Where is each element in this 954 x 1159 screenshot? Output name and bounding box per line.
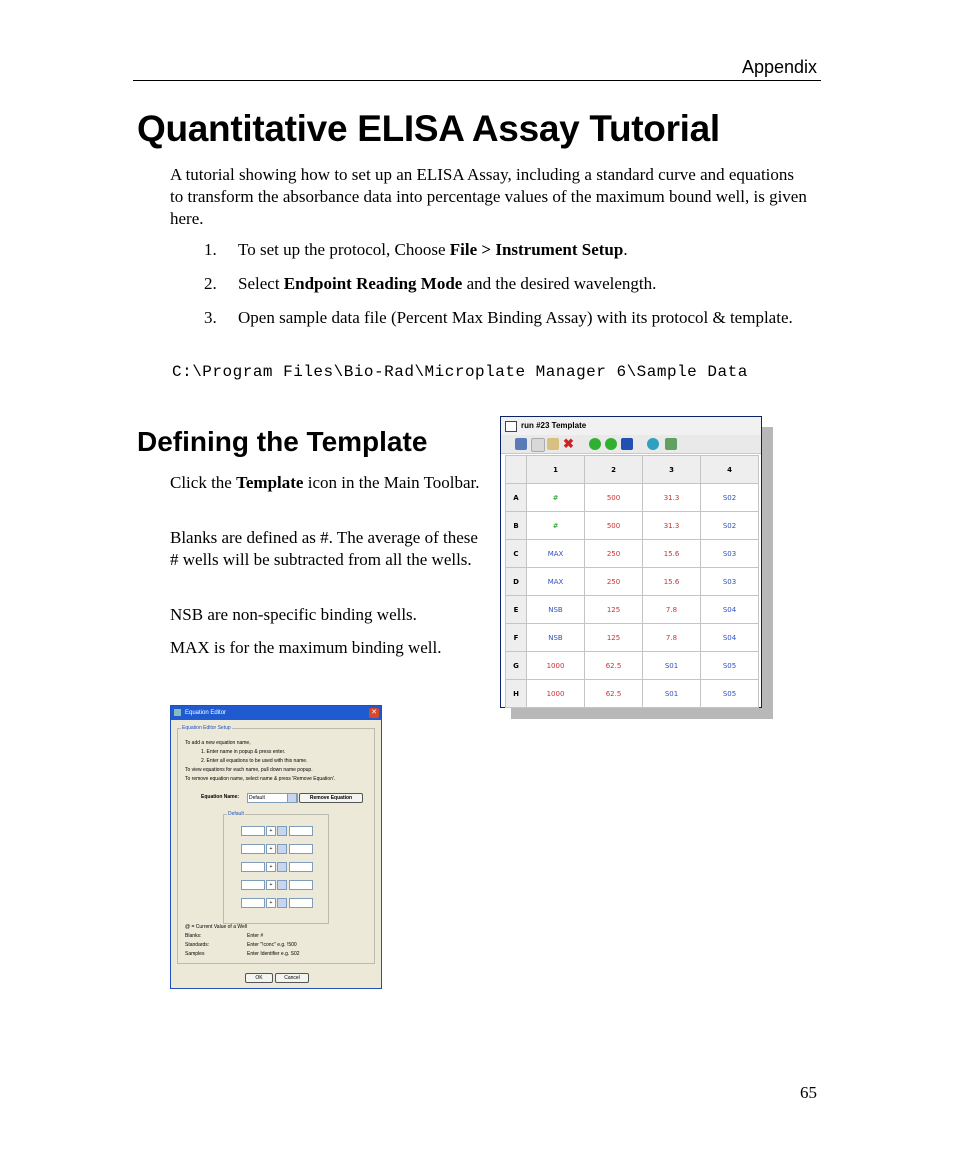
forward-arrow-icon[interactable] [605,438,617,450]
equation-editor-titlebar [171,706,381,720]
well-cell[interactable]: S02 [701,512,759,540]
step-text: To set up the protocol, Choose File > Instrument Setup. [238,240,628,259]
row-header[interactable]: F [506,624,527,652]
equation-left-input[interactable] [241,880,265,890]
grid-row [506,484,759,512]
copy-icon[interactable] [531,438,545,452]
intro-paragraph: A tutorial showing how to set up an ELISA Assay, including a standard curve and equations to transform the absorbance data into percentage values of the maximum bound well, is given here. [170,165,807,228]
template-toolbar [501,435,761,454]
instruction-line: 1. Enter name in popup & press enter. [201,749,286,755]
well-cell[interactable]: S01 [643,680,701,708]
step-number: 1. [204,240,217,259]
well-cell[interactable]: 62.5 [585,652,643,680]
equation-left-input[interactable] [241,862,265,872]
well-cell[interactable]: 500 [585,512,643,540]
operator-select[interactable]: + [266,862,276,872]
header-section: Appendix [741,57,817,77]
layout-icon[interactable] [665,438,677,450]
well-cell[interactable]: 15.6 [643,540,701,568]
row-header[interactable]: E [506,596,527,624]
chevron-down-icon[interactable] [287,793,297,803]
instruction-line: To view equations for each name, pull down name popup. [185,767,313,773]
well-cell[interactable]: 15.6 [643,568,701,596]
column-header[interactable]: 3 [643,456,701,484]
template-paragraph: Click the Template icon in the Main Toolbar. [170,473,480,492]
file-path: C:\Program Files\Bio-Rad\Microplate Manager 6\Sample Data [172,363,748,381]
dialog-title: Equation Editor [185,710,227,716]
operator-select[interactable]: + [266,898,276,908]
grid-icon [505,421,517,432]
grid-corner [506,456,527,484]
running-header [133,54,821,81]
legend-key: Standards: [185,942,210,948]
well-cell[interactable]: 125 [585,596,643,624]
grid-row [506,680,759,708]
well-cell[interactable]: # [527,484,585,512]
template-titlebar [501,417,761,435]
well-cell[interactable]: 31.3 [643,512,701,540]
chevron-down-icon[interactable] [277,898,287,908]
well-cell[interactable]: MAX [527,568,585,596]
remove-equation-button[interactable]: Remove Equation [299,793,363,803]
well-cell[interactable]: # [527,512,585,540]
well-cell[interactable]: 62.5 [585,680,643,708]
chevron-down-icon[interactable] [277,880,287,890]
well-cell[interactable]: S04 [701,624,759,652]
template-window [500,416,762,708]
equation-right-input[interactable] [289,826,313,836]
instruction-line: 2. Enter all equations to be used with this name. [201,758,308,764]
row-header[interactable]: G [506,652,527,680]
info-icon[interactable] [647,438,659,450]
chevron-down-icon[interactable] [277,826,287,836]
column-header[interactable]: 1 [527,456,585,484]
well-cell[interactable]: NSB [527,624,585,652]
well-cell[interactable]: 1000 [527,680,585,708]
well-cell[interactable]: MAX [527,540,585,568]
delete-icon[interactable]: ✖ [563,436,574,451]
operator-select[interactable]: + [266,844,276,854]
well-cell[interactable]: 7.8 [643,596,701,624]
operator-select[interactable]: + [266,826,276,836]
nsb-paragraph: NSB are non-specific binding wells. [170,605,417,624]
well-cell[interactable]: 500 [585,484,643,512]
step-number: 3. [204,308,217,327]
instruction-line: To add a new equation name, [185,740,251,746]
equation-name-input[interactable]: Default [247,793,298,803]
template-grid [505,455,759,708]
column-header[interactable]: 4 [701,456,759,484]
well-cell[interactable]: S01 [643,652,701,680]
row-header[interactable]: C [506,540,527,568]
row-header[interactable]: A [506,484,527,512]
legend-value: Enter # [247,933,264,939]
equation-right-input[interactable] [289,844,313,854]
cut-icon[interactable] [515,438,527,450]
well-cell[interactable]: S04 [701,596,759,624]
chevron-down-icon[interactable] [277,862,287,872]
equation-left-input[interactable] [241,826,265,836]
well-cell[interactable]: 250 [585,568,643,596]
save-icon[interactable] [621,438,633,450]
grid-row [506,652,759,680]
step-text: Select Endpoint Reading Mode and the desired wavelength. [238,274,657,293]
cancel-button[interactable]: Cancel [275,973,309,983]
grid-row [506,568,759,596]
equation-right-input[interactable] [289,880,313,890]
legend-key: Samples [185,951,205,957]
section-heading: Defining the Template [137,426,428,457]
equation-editor-dialog [170,705,382,989]
step-number: 2. [204,274,217,293]
setup-frame-label: Equation Editor Setup [182,725,231,731]
column-header[interactable]: 2 [585,456,643,484]
legend-value: Enter Identifier e.g. S02 [247,951,300,957]
equation-name-label: Equation Name: [201,794,240,800]
step-text: Open sample data file (Percent Max Binding Assay) with its protocol & template. [238,308,793,327]
default-equations-frame [223,814,329,924]
equation-left-input[interactable] [241,844,265,854]
app-icon [174,709,181,716]
well-cell[interactable]: S03 [701,540,759,568]
grid-row [506,512,759,540]
well-cell[interactable]: 250 [585,540,643,568]
grid-row [506,596,759,624]
page-number: 65 [800,1083,817,1102]
row-header[interactable]: B [506,512,527,540]
close-icon[interactable]: ✕ [369,708,379,718]
operator-select[interactable]: + [266,880,276,890]
legend-key: Blanks: [185,933,202,939]
template-window-title: run #23 Template [521,421,587,430]
well-cell[interactable]: 1000 [527,652,585,680]
paste-icon[interactable] [547,438,559,450]
chevron-down-icon[interactable] [277,844,287,854]
well-cell[interactable]: S05 [701,680,759,708]
equation-right-input[interactable] [289,862,313,872]
ok-button[interactable]: OK [245,973,273,983]
well-cell[interactable]: NSB [527,596,585,624]
equation-right-input[interactable] [289,898,313,908]
instruction-line: To remove equation name, select name & press 'Remove Equation'. [185,776,336,782]
back-arrow-icon[interactable] [589,438,601,450]
well-cell[interactable]: S03 [701,568,759,596]
grid-row [506,540,759,568]
equation-left-input[interactable] [241,898,265,908]
well-cell[interactable]: S05 [701,652,759,680]
max-paragraph: MAX is for the maximum binding well. [170,638,442,657]
default-frame-label: Default [228,811,244,817]
page-title: Quantitative ELISA Assay Tutorial [137,108,720,149]
grid-row [506,624,759,652]
well-cell[interactable]: 31.3 [643,484,701,512]
row-header[interactable]: D [506,568,527,596]
legend-value: Enter "!conc" e.g. !500 [247,942,297,948]
blanks-paragraph: Blanks are defined as #. The average of these # wells will be subtracted from all the wells. [170,528,478,569]
row-header[interactable]: H [506,680,527,708]
well-cell[interactable]: 7.8 [643,624,701,652]
well-cell[interactable]: S02 [701,484,759,512]
well-cell[interactable]: 125 [585,624,643,652]
legend-key: @ = Current Value of a Well [185,924,248,930]
